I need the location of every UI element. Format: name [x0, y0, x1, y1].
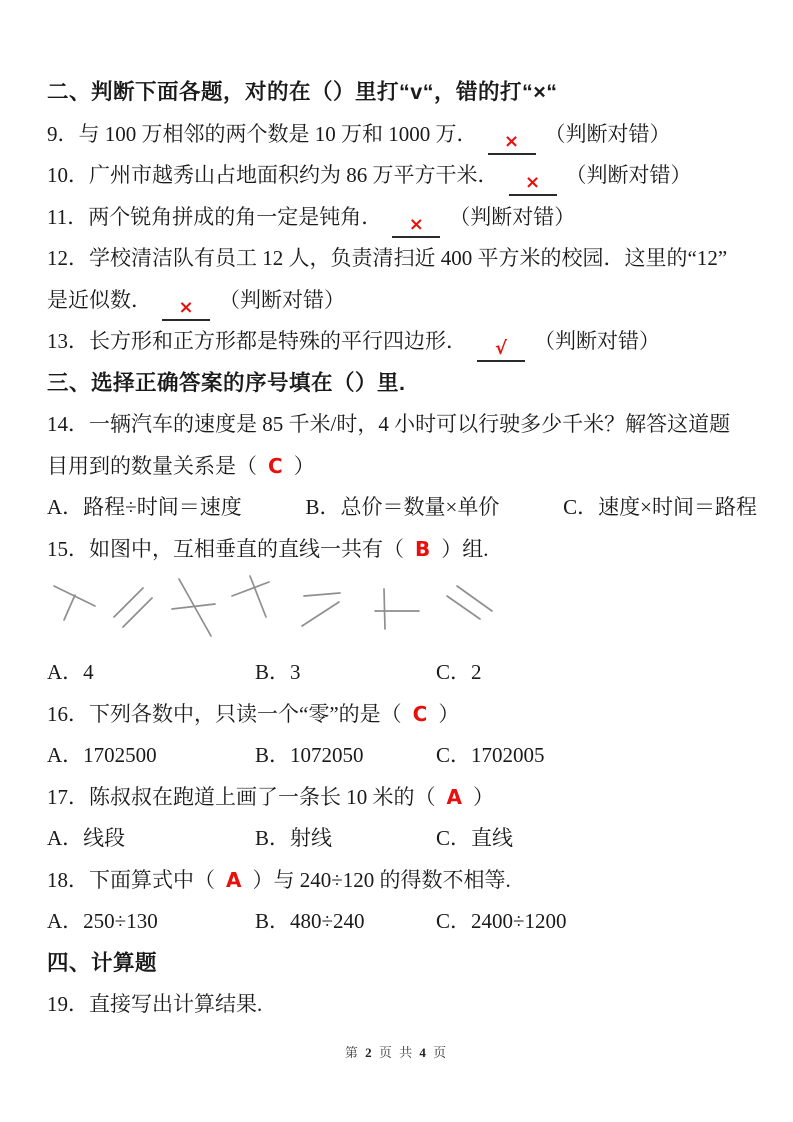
- question-18-options: [47, 901, 759, 943]
- question-text: 13．长方形和正方形都是特殊的平行四边形．: [47, 329, 467, 353]
- answer-mark: ×: [503, 130, 520, 152]
- question-15: [47, 529, 759, 571]
- answer-letter: C: [268, 453, 283, 478]
- footer-text: 页: [427, 1045, 449, 1060]
- question-14-line2: [47, 446, 759, 488]
- line-groups-figure: [47, 570, 517, 650]
- option-a: A．250÷130: [47, 909, 158, 933]
- answer-blank: [488, 127, 536, 155]
- page-footer: [0, 1042, 793, 1061]
- footer-text: 页 共: [373, 1045, 420, 1060]
- question-14-line1: [47, 404, 759, 446]
- footer-page-number: 2: [365, 1045, 374, 1060]
- question-16: [47, 694, 759, 736]
- question-text: 是近似数．: [47, 287, 152, 312]
- judge-question-12-line2: [47, 280, 759, 322]
- section-2-heading: 二、判断下面各题，对的在（）里打“v“，错的打“×“: [47, 80, 558, 104]
- question-text: ）: [472, 784, 494, 809]
- answer-letter: B: [415, 536, 431, 561]
- option-b: B．480÷240: [255, 909, 365, 933]
- answer-mark: √: [494, 338, 507, 359]
- question-14-options: [47, 487, 759, 529]
- answer-blank: [509, 168, 557, 196]
- option-b: B．3: [255, 660, 301, 684]
- question-text: 14．一辆汽车的速度是 85 千米/时，4 小时可以行驶多少千米？解答这道题: [47, 412, 731, 436]
- question-text: 11．两个锐角拼成的角一定是钝角．: [47, 204, 383, 229]
- question-16-options: [47, 735, 759, 777]
- answer-mark: ×: [524, 172, 541, 193]
- question-17: [47, 777, 759, 819]
- option-b: B．1072050: [255, 743, 364, 767]
- answer-blank: [162, 293, 210, 321]
- judge-question-11: [47, 197, 759, 239]
- question-19: 19．直接写出计算结果.: [47, 992, 263, 1016]
- question-text: 18．下面算式中（: [47, 867, 215, 892]
- footer-text: 第: [344, 1045, 366, 1060]
- question-text: 12．学校清洁队有员工 12 人，负责清扫近 400 平方米的校园．这里的“12”: [47, 246, 728, 270]
- footer-total-pages: 4: [419, 1045, 428, 1060]
- option-a: A．4: [47, 660, 94, 684]
- option-c: C．速度×时间＝路程: [563, 495, 757, 519]
- question-text: 17．陈叔叔在跑道上画了一条长 10 米的（: [47, 784, 436, 809]
- option-a: A．路程÷时间＝速度: [47, 495, 242, 519]
- question-text: ）: [293, 453, 315, 478]
- option-b: B．总价＝数量×单价: [305, 495, 500, 519]
- judge-note: （判断对错）: [219, 287, 345, 312]
- answer-letter: A: [446, 784, 462, 809]
- question-15-figure-row: [47, 570, 759, 652]
- question-text: ）组.: [441, 536, 489, 561]
- answer-mark: ×: [178, 296, 194, 318]
- option-a: A．线段: [47, 826, 126, 850]
- option-c: C．直线: [436, 826, 514, 850]
- judge-question-12-line1: [47, 238, 759, 280]
- question-text: 10．广州市越秀山占地面积约为 86 万平方干米．: [47, 163, 499, 187]
- judge-note: （判断对错）: [544, 121, 671, 146]
- section-3-heading: 三、选择正确答案的序号填在（）里.: [47, 370, 406, 395]
- option-b: B．射线: [255, 826, 333, 850]
- answer-mark: ×: [408, 213, 424, 235]
- question-text: 9．与 100 万相邻的两个数是 10 万和 1000 万．: [47, 121, 478, 146]
- answer-blank: [477, 334, 525, 362]
- question-text: 15．如图中，互相垂直的直线一共有（: [47, 536, 404, 561]
- judge-question-10: [47, 155, 759, 197]
- answer-blank: [392, 210, 440, 238]
- question-text: ）与 240÷120 的得数不相等.: [252, 867, 511, 892]
- option-c: C．2400÷1200: [436, 909, 567, 933]
- judge-note: （判断对错）: [565, 163, 692, 187]
- question-17-options: [47, 818, 759, 860]
- question-text: ）: [438, 701, 460, 726]
- judge-note: （判断对错）: [534, 329, 660, 353]
- question-18: [47, 860, 759, 902]
- option-c: C．2: [436, 660, 482, 684]
- judge-question-13: [47, 321, 759, 363]
- answer-letter: A: [226, 867, 242, 892]
- question-text: 目用到的数量关系是（: [47, 453, 257, 478]
- option-a: A．1702500: [47, 743, 157, 767]
- question-text: 16．下列各数中，只读一个“零”的是（: [47, 701, 402, 726]
- answer-letter: C: [412, 701, 428, 726]
- question-15-options: [47, 652, 759, 694]
- section-4-heading: 四、计算题: [47, 950, 158, 975]
- option-c: C．1702005: [436, 743, 545, 767]
- judge-question-9: [47, 114, 759, 156]
- judge-note: （判断对错）: [449, 204, 576, 229]
